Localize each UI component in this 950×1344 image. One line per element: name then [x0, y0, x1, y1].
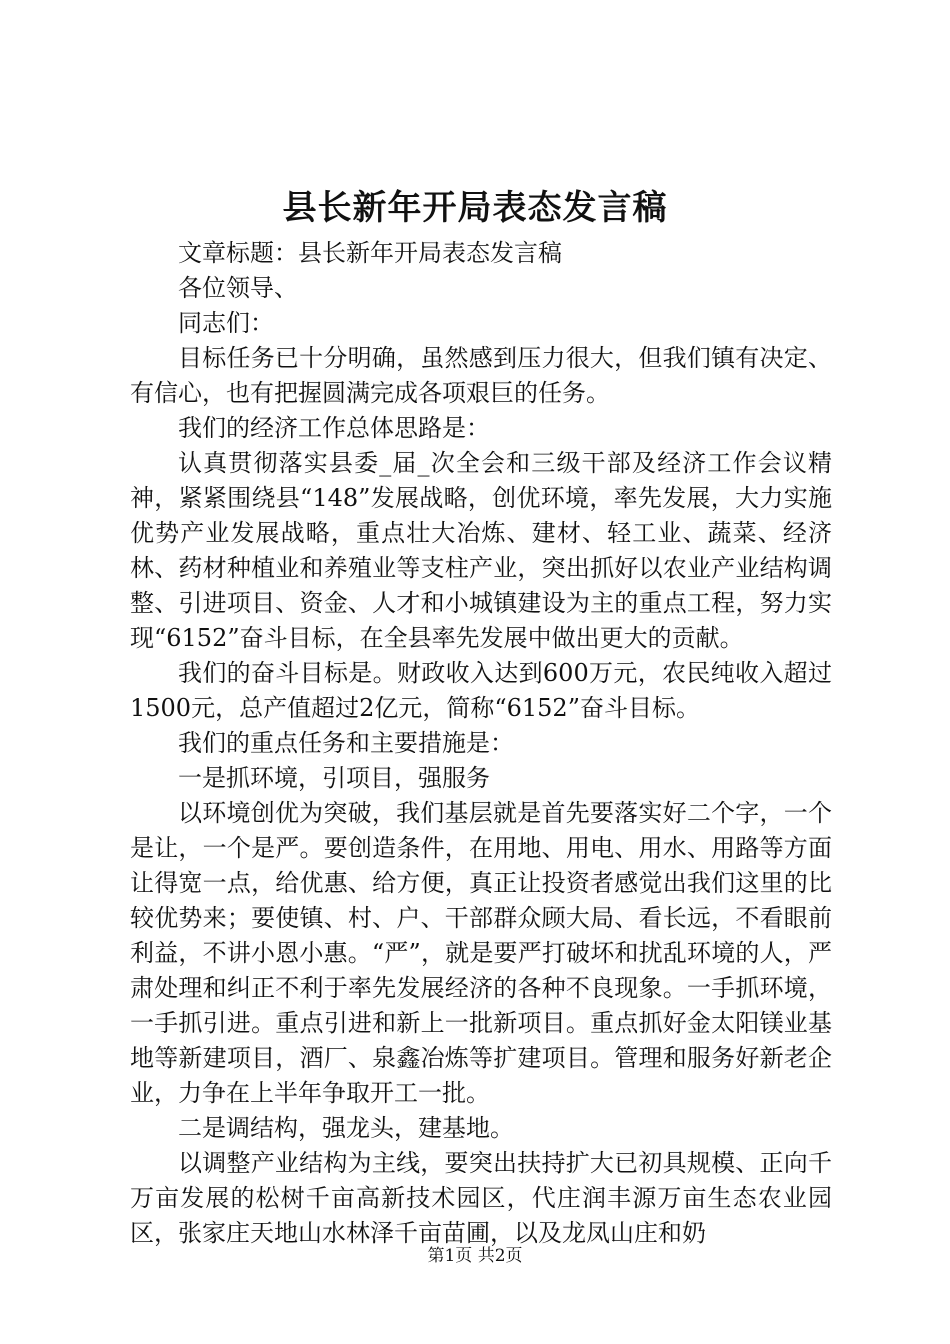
- paragraph-section-two-body: 以调整产业结构为主线，要突出扶持扩大已初具规模、正向千万亩发展的松树千亩高新技术园区，代庄润丰源万亩生态农业园区，张家庄天地山水林泽千亩苗圃，以及龙凤山庄和奶: [130, 1149, 832, 1247]
- paragraph-section-one-heading: 一是抓环境，引项目，强服务: [178, 764, 490, 792]
- paragraph-overall-thinking-heading: 我们的经济工作总体思路是：: [178, 414, 490, 442]
- paragraph-targets: 我们的奋斗目标是。财政收入达到600万元，农民纯收入超过1500元，总产值超过2亿元，简称“6152”奋斗目标。: [130, 659, 832, 722]
- paragraph-salutation-comrades: 同志们：: [178, 309, 274, 337]
- paragraph-article-title: 文章标题：县长新年开局表态发言稿: [178, 239, 562, 267]
- page-footer: 第1页 共2页: [427, 1246, 523, 1266]
- paragraph-section-one-body: 以环境创优为突破，我们基层就是首先要落实好二个字，一个是让，一个是严。要创造条件，在用地、用电、用水、用路等方面让得宽一点，给优惠、给方便，真正让投资者感觉出我们这里的比较优势来；要使镇、村、户、干部群众顾大局、看长远，不看眼前利益，不讲小恩小惠。“严”，就是要严打破坏和扰乱环境的人，严肃处理和纠正不利于率先发展经济的各种不良现象。一手抓环境，一手抓引进。重点引进和新上一批新项目。重点抓好金太阳镁业基地等新建项目，酒厂、泉鑫冶炼等扩建项目。管理和服务好新老企业，力争在上半年争取开工一批。: [130, 799, 832, 1107]
- paragraph-goal-statement: 目标任务已十分明确，虽然感到压力很大，但我们镇有决定、有信心，也有把握圆满完成各项艰巨的任务。: [130, 344, 832, 407]
- paragraph-tasks-heading: 我们的重点任务和主要措施是：: [178, 729, 514, 757]
- page-title: 县长新年开局表态发言稿: [282, 188, 668, 228]
- document-body: [130, 236, 832, 1251]
- paragraph-section-two-heading: 二是调结构，强龙头，建基地。: [178, 1114, 514, 1142]
- paragraph-overall-thinking: 认真贯彻落实县委_届_次全会和三级干部及经济工作会议精神，紧紧围绕县“148”发展战略，创优环境，率先发展，大力实施优势产业发展战略，重点壮大冶炼、建材、轻工业、蔬菜、经济林、药材种植业和养殖业等支柱产业，突出抓好以农业产业结构调整、引进项目、资金、人才和小城镇建设为主的重点工程，努力实现“6152”奋斗目标，在全县率先发展中做出更大的贡献。: [130, 449, 832, 652]
- paragraph-salutation-leaders: 各位领导、: [178, 274, 298, 302]
